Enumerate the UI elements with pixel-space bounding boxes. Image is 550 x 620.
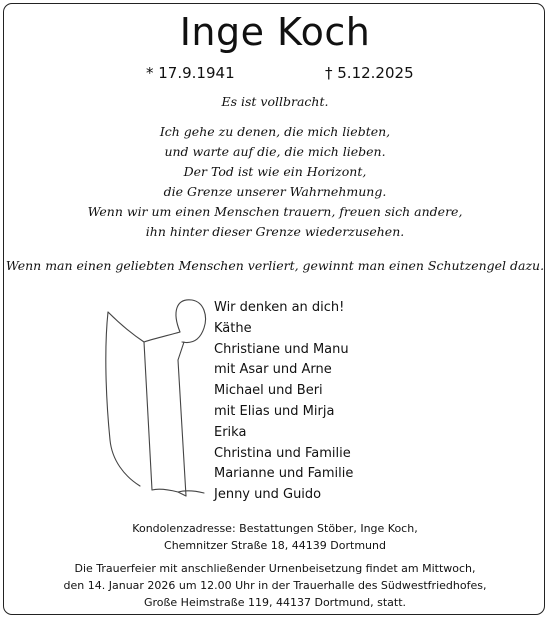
funeral-line: Große Heimstraße 119, 44137 Dortmund, statt. [143, 596, 407, 609]
angel-drawing [100, 290, 210, 505]
deceased-name: Inge Koch [179, 10, 371, 54]
poem-line: Ich gehe zu denen, die mich liebten, [159, 124, 391, 139]
address-line: Chemnitzer Straße 18, 44139 Dortmund [164, 539, 386, 552]
funeral-details [0, 560, 550, 611]
mourner-name: Erika [214, 424, 247, 440]
mourners-list [214, 298, 353, 506]
poem-line: die Grenze unserer Wahrnehmung. [163, 184, 387, 199]
poem-opening: Es ist vollbracht. [221, 94, 329, 109]
death-date: † 5.12.2025 [325, 64, 414, 82]
poem-line: Wenn wir um einen Menschen trauern, freuen sich andere, [87, 204, 463, 219]
mourner-name: Christiane und Manu [214, 341, 349, 357]
poem-line: ihn hinter dieser Grenze wiederzusehen. [145, 224, 405, 239]
mourner-name: mit Asar und Arne [214, 362, 332, 378]
mourner-name: Michael und Beri [214, 383, 323, 399]
address-line: Kondolenzadresse: Bestattungen Stöber, Inge Koch, [132, 522, 418, 535]
funeral-line: Die Trauerfeier mit anschließender Urnenbeisetzung findet am Mittwoch, [74, 562, 476, 575]
mourner-name: Christina und Familie [214, 445, 351, 461]
birth-date: * 17.9.1941 [146, 64, 235, 82]
poem-line: und warte auf die, die mich lieben. [164, 144, 386, 159]
mourner-name: mit Elias und Mirja [214, 403, 335, 419]
mourner-name: Käthe [214, 320, 252, 336]
poem-line: Der Tod ist wie ein Horizont, [183, 164, 367, 179]
condolence-address [0, 520, 550, 554]
mourners-heading: Wir denken an dich! [214, 300, 345, 315]
mourner-name: Marianne und Familie [214, 466, 354, 482]
guardian-angel-quote: Wenn man einen geliebten Menschen verliert, gewinnt man einen Schutzengel dazu. [5, 258, 545, 273]
mourner-name: Jenny und Guido [214, 487, 322, 503]
funeral-line: den 14. Januar 2026 um 12.00 Uhr in der Trauerhalle des Südwestfriedhofes, [63, 579, 487, 592]
poem [0, 92, 550, 242]
